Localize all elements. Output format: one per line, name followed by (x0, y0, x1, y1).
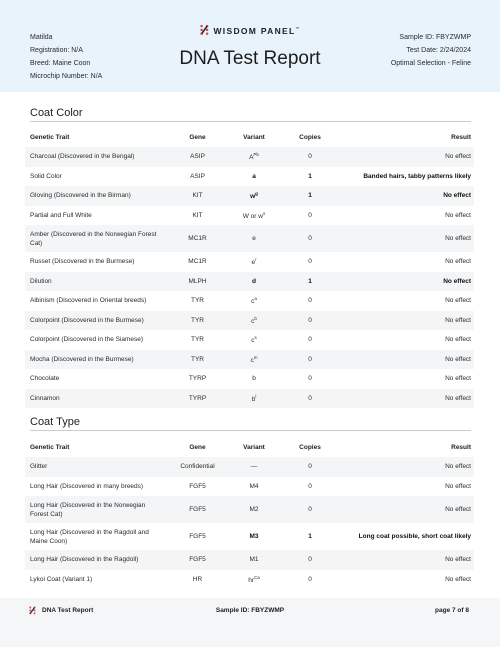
table-row (25, 252, 474, 272)
trait-cell: Mocha (Discovered in the Burmese) (25, 350, 171, 370)
variant-symbol: c (251, 298, 255, 306)
registration: Registration: N/A (30, 47, 83, 54)
table-row (25, 147, 474, 167)
table-row (25, 457, 474, 477)
result-cell: No effect (445, 258, 471, 266)
variant-symbol: M4 (249, 482, 259, 490)
report-header (0, 0, 500, 92)
variant-cell (224, 186, 284, 206)
breed: Breed: Maine Coon (30, 60, 91, 67)
copies-cell: 0 (284, 389, 336, 409)
variant-superscript: s (254, 335, 257, 341)
gene-cell: TYR (171, 311, 224, 331)
brand-name: WISDOM PANEL (213, 26, 296, 36)
copies-cell: 0 (308, 258, 312, 266)
variant-cell (224, 477, 284, 497)
variant-symbol: W or w (242, 212, 263, 220)
copies-cell: 0 (284, 350, 336, 370)
sample-id: Sample ID: FBYZWMP (399, 34, 471, 41)
result-cell: No effect (336, 457, 474, 477)
table-row (25, 369, 474, 389)
footer-sample-id: Sample ID: FBYZWMP (215, 607, 285, 614)
variant-symbol: hr (248, 576, 254, 584)
gene-cell: TYR (191, 336, 204, 344)
result-cell: No effect (336, 147, 474, 167)
table-row (25, 291, 474, 311)
gene-cell: TYR (171, 350, 224, 370)
result-cell: No effect (336, 225, 474, 252)
variant-superscript: l (255, 393, 257, 399)
gene-cell: HR (192, 575, 203, 583)
trait-cell: Glitter (25, 457, 171, 477)
wisdom-panel-logo-icon (200, 25, 209, 35)
variant-cell (224, 252, 284, 272)
section-title-coat-type: Coat Type (30, 416, 80, 428)
result-cell: No effect (445, 482, 471, 490)
column-header-result: Result (451, 443, 471, 451)
trait-cell: Colorpoint (Discovered in the Siamese) (30, 336, 144, 344)
trait-cell: Gloving (Discovered in the Birman) (25, 186, 171, 206)
variant-cell (224, 291, 284, 311)
gene-cell: KIT (171, 186, 224, 206)
variant-symbol: w (250, 193, 256, 201)
variant-cell (224, 350, 284, 370)
table-row (25, 167, 474, 187)
column-header-copies: Copies (299, 133, 321, 141)
brand-trademark: ™ (295, 26, 300, 32)
result-cell: No effect (445, 211, 471, 219)
footer-doc-name: DNA Test Report (42, 607, 94, 614)
table-row (25, 523, 474, 550)
table-row (25, 330, 474, 350)
copies-cell: 0 (284, 457, 336, 477)
variant-cell (224, 389, 284, 409)
variant-cell (224, 523, 284, 550)
result-cell: No effect (445, 297, 471, 305)
variant-cell (224, 496, 284, 523)
variant-cell (224, 311, 284, 331)
variant-superscript: a (254, 296, 257, 302)
copies-cell: 0 (308, 575, 312, 583)
result-cell: No effect (336, 550, 474, 570)
sample-info (391, 31, 471, 70)
trait-cell: Amber (Discovered in the Norwegian Forest Cat) (25, 225, 171, 252)
trait-cell: Long Hair (Discovered in the Norwegian Forest Cat) (25, 496, 171, 523)
variant-cell (224, 330, 284, 350)
gene-cell: Confidential (171, 457, 224, 477)
gene-cell: ASIP (171, 147, 224, 167)
table-row (25, 496, 474, 523)
variant-cell (224, 457, 284, 477)
coat-color-table (25, 127, 474, 408)
variant-symbol: M1 (249, 556, 259, 564)
variant-symbol: d (252, 277, 256, 285)
test-date: Test Date: 2/24/2024 (406, 47, 471, 54)
gene-cell: FGF5 (189, 482, 206, 490)
gene-cell: FGF5 (171, 550, 224, 570)
trait-cell: Colorpoint (Discovered in the Burmese) (25, 311, 171, 331)
gene-cell: KIT (192, 211, 203, 219)
gene-cell: TYRP (171, 389, 224, 409)
trait-cell: Chocolate (30, 375, 60, 383)
report-footer (0, 598, 500, 647)
variant-symbol: M3 (249, 533, 259, 540)
copies-cell: 0 (308, 336, 312, 344)
column-header-trait: Genetic Trait (30, 133, 70, 141)
table-row (25, 389, 474, 409)
variant-superscript: Ca (254, 574, 260, 580)
result-cell: No effect (445, 336, 471, 344)
gene-cell: TYR (191, 297, 204, 305)
variant-symbol: c (251, 337, 255, 345)
variant-superscript: m (253, 354, 258, 360)
result-cell: No effect (336, 272, 474, 292)
variant-cell (224, 167, 284, 187)
trait-cell: Dilution (25, 272, 171, 292)
column-header-gene: Gene (189, 443, 206, 451)
variant-symbol: M2 (249, 506, 259, 513)
copies-cell: 0 (284, 225, 336, 252)
gene-cell: MC1R (188, 258, 207, 266)
gene-cell: FGF5 (171, 496, 224, 523)
coat-type-table (25, 437, 474, 589)
trait-cell: Charcoal (Discovered in the Bengal) (25, 147, 171, 167)
column-header-variant: Variant (243, 133, 265, 141)
copies-cell: 0 (284, 550, 336, 570)
table-row (25, 225, 474, 252)
variant-symbol: b (252, 375, 256, 383)
pet-name: Matilda (30, 34, 53, 41)
table-row (25, 186, 474, 206)
variant-symbol: b (251, 395, 256, 403)
variant-symbol: e (251, 259, 256, 267)
variant-cell (224, 570, 284, 590)
copies-cell: 0 (284, 147, 336, 167)
test-selection: Optimal Selection - Feline (390, 60, 471, 67)
gene-cell: FGF5 (189, 533, 206, 540)
variant-cell (224, 550, 284, 570)
variant-cell (224, 272, 284, 292)
variant-cell (224, 147, 284, 167)
table-row (25, 272, 474, 292)
result-cell: No effect (445, 575, 471, 583)
trait-cell: Solid Color (30, 172, 62, 180)
copies-cell: 0 (308, 211, 312, 219)
trait-cell: Long Hair (Discovered in the Ragdoll) (25, 550, 171, 570)
table-header-row (25, 437, 474, 457)
variant-symbol: c (251, 317, 255, 325)
trait-cell: Long Hair (Discovered in the Ragdoll and Maine Coon) (30, 528, 149, 545)
table-row (25, 311, 474, 331)
table-row (25, 206, 474, 226)
trait-cell: Lykoi Coat (Variant 1) (30, 575, 93, 583)
column-header-result: Result (451, 133, 471, 141)
result-cell: No effect (336, 186, 474, 206)
gene-cell: TYRP (188, 375, 207, 383)
table-row (25, 550, 474, 570)
section-divider (30, 430, 471, 431)
variant-superscript: b (254, 315, 257, 321)
section-title-coat-color: Coat Color (30, 107, 83, 119)
variant-symbol: a (252, 172, 256, 180)
result-cell: No effect (336, 350, 474, 370)
table-row (25, 477, 474, 497)
result-cell: Banded hairs, tabby patterns likely (363, 172, 471, 180)
copies-cell: 0 (284, 496, 336, 523)
result-cell: No effect (336, 496, 474, 523)
variant-superscript: r (255, 257, 257, 263)
table-row (25, 350, 474, 370)
footer-page-number: page 7 of 8 (435, 607, 469, 614)
table-header-row (25, 127, 474, 147)
column-header-variant: Variant (243, 443, 265, 451)
trait-cell: Albinism (Discovered in Oriental breeds) (30, 297, 147, 305)
variant-cell (224, 369, 284, 389)
page-title: DNA Test Report (179, 48, 321, 69)
variant-superscript: g (255, 191, 258, 197)
column-header-trait: Genetic Trait (30, 443, 70, 451)
column-header-copies: Copies (299, 443, 321, 451)
section-divider (30, 121, 471, 122)
copies-cell: 0 (284, 311, 336, 331)
result-cell: Long coat possible, short coat likely (358, 533, 471, 540)
copies-cell: 0 (308, 482, 312, 490)
copies-cell: 1 (284, 186, 336, 206)
gene-cell: MC1R (171, 225, 224, 252)
column-header-gene: Gene (189, 133, 206, 141)
microchip-number: Microchip Number: N/A (30, 73, 103, 80)
result-cell: No effect (336, 311, 474, 331)
trait-cell: Long Hair (Discovered in many breeds) (30, 482, 144, 490)
copies-cell: 1 (308, 172, 312, 180)
variant-symbol: e (252, 235, 256, 242)
variant-superscript: s (262, 210, 266, 216)
gene-cell: MLPH (171, 272, 224, 292)
variant-superscript: Pb (253, 152, 259, 158)
copies-cell: 0 (308, 297, 312, 305)
trait-cell: Russet (Discovered in the Burmese) (30, 258, 135, 266)
copies-cell: 0 (308, 375, 312, 383)
trait-cell: Cinnamon (25, 389, 171, 409)
result-cell: No effect (336, 389, 474, 409)
copies-cell: 1 (308, 533, 312, 540)
trait-cell: Partial and Full White (30, 211, 92, 219)
table-row (25, 570, 474, 590)
copies-cell: 1 (284, 272, 336, 292)
variant-cell (224, 206, 284, 226)
variant-symbol: A (249, 154, 254, 162)
gene-cell: ASIP (190, 172, 205, 180)
result-cell: No effect (445, 375, 471, 383)
variant-cell (224, 225, 284, 252)
variant-symbol: c (250, 356, 254, 364)
variant-symbol: — (250, 463, 258, 471)
